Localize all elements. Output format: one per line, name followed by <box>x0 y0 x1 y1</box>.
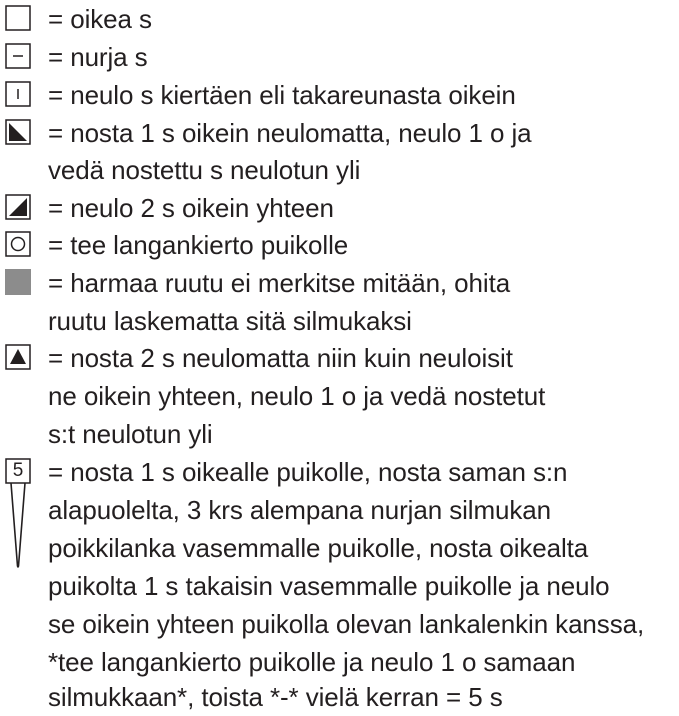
legend-text: *tee langankierto puikolle ja neulo 1 o samaan <box>48 647 576 677</box>
legend-text: s:t neulotun yli <box>48 419 213 449</box>
circle-square-icon <box>5 231 31 257</box>
legend-text: ne oikein yhteen, neulo 1 o ja vedä nostetut <box>48 381 546 411</box>
right-triangle-square-icon <box>5 194 31 220</box>
legend-text: poikkilanka vasemmalle puikolle, nosta oikealta <box>48 533 589 563</box>
legend-text: = nosta 1 s oikein neulomatta, neulo 1 o ja <box>48 118 532 148</box>
legend-text: = nosta 2 s neulomatta niin kuin neuloisit <box>48 343 513 373</box>
legend-text: = harmaa ruutu ei merkitse mitään, ohita <box>48 268 511 298</box>
up-triangle-square-icon <box>5 344 31 370</box>
legend-text: alapuolelta, 3 krs alempana nurjan silmukan <box>48 495 551 525</box>
dash-square-icon <box>5 43 31 69</box>
legend-text: = nosta 1 s oikealle puikolle, nosta saman s:n <box>48 457 568 487</box>
legend-text: silmukkaan*, toista *-* vielä kerran = 5 s <box>48 682 503 712</box>
left-triangle-square-icon <box>5 119 31 145</box>
legend-text: = neulo s kiertäen eli takareunasta oikein <box>48 80 516 110</box>
gray-square-icon <box>5 269 31 295</box>
legend-text: vedä nostettu s neulotun yli <box>48 155 361 185</box>
legend-text: = nurja s <box>48 42 148 72</box>
empty-square-icon <box>5 5 31 31</box>
legend-text: se oikein yhteen puikolla olevan lankalenkin kanssa, <box>48 609 645 639</box>
symbol-number: 5 <box>12 460 24 481</box>
legend-text: ruutu laskematta sitä silmukaksi <box>48 306 412 336</box>
legend-text: puikolta 1 s takaisin vasemmalle puikolle ja neulo <box>48 571 610 601</box>
vertical-bar-square-icon <box>5 81 31 107</box>
legend-text: = neulo 2 s oikein yhteen <box>48 193 334 223</box>
legend-text: = oikea s <box>48 4 152 34</box>
five-stitch-drop-icon <box>5 458 31 570</box>
legend-text: = tee langankierto puikolle <box>48 230 349 260</box>
